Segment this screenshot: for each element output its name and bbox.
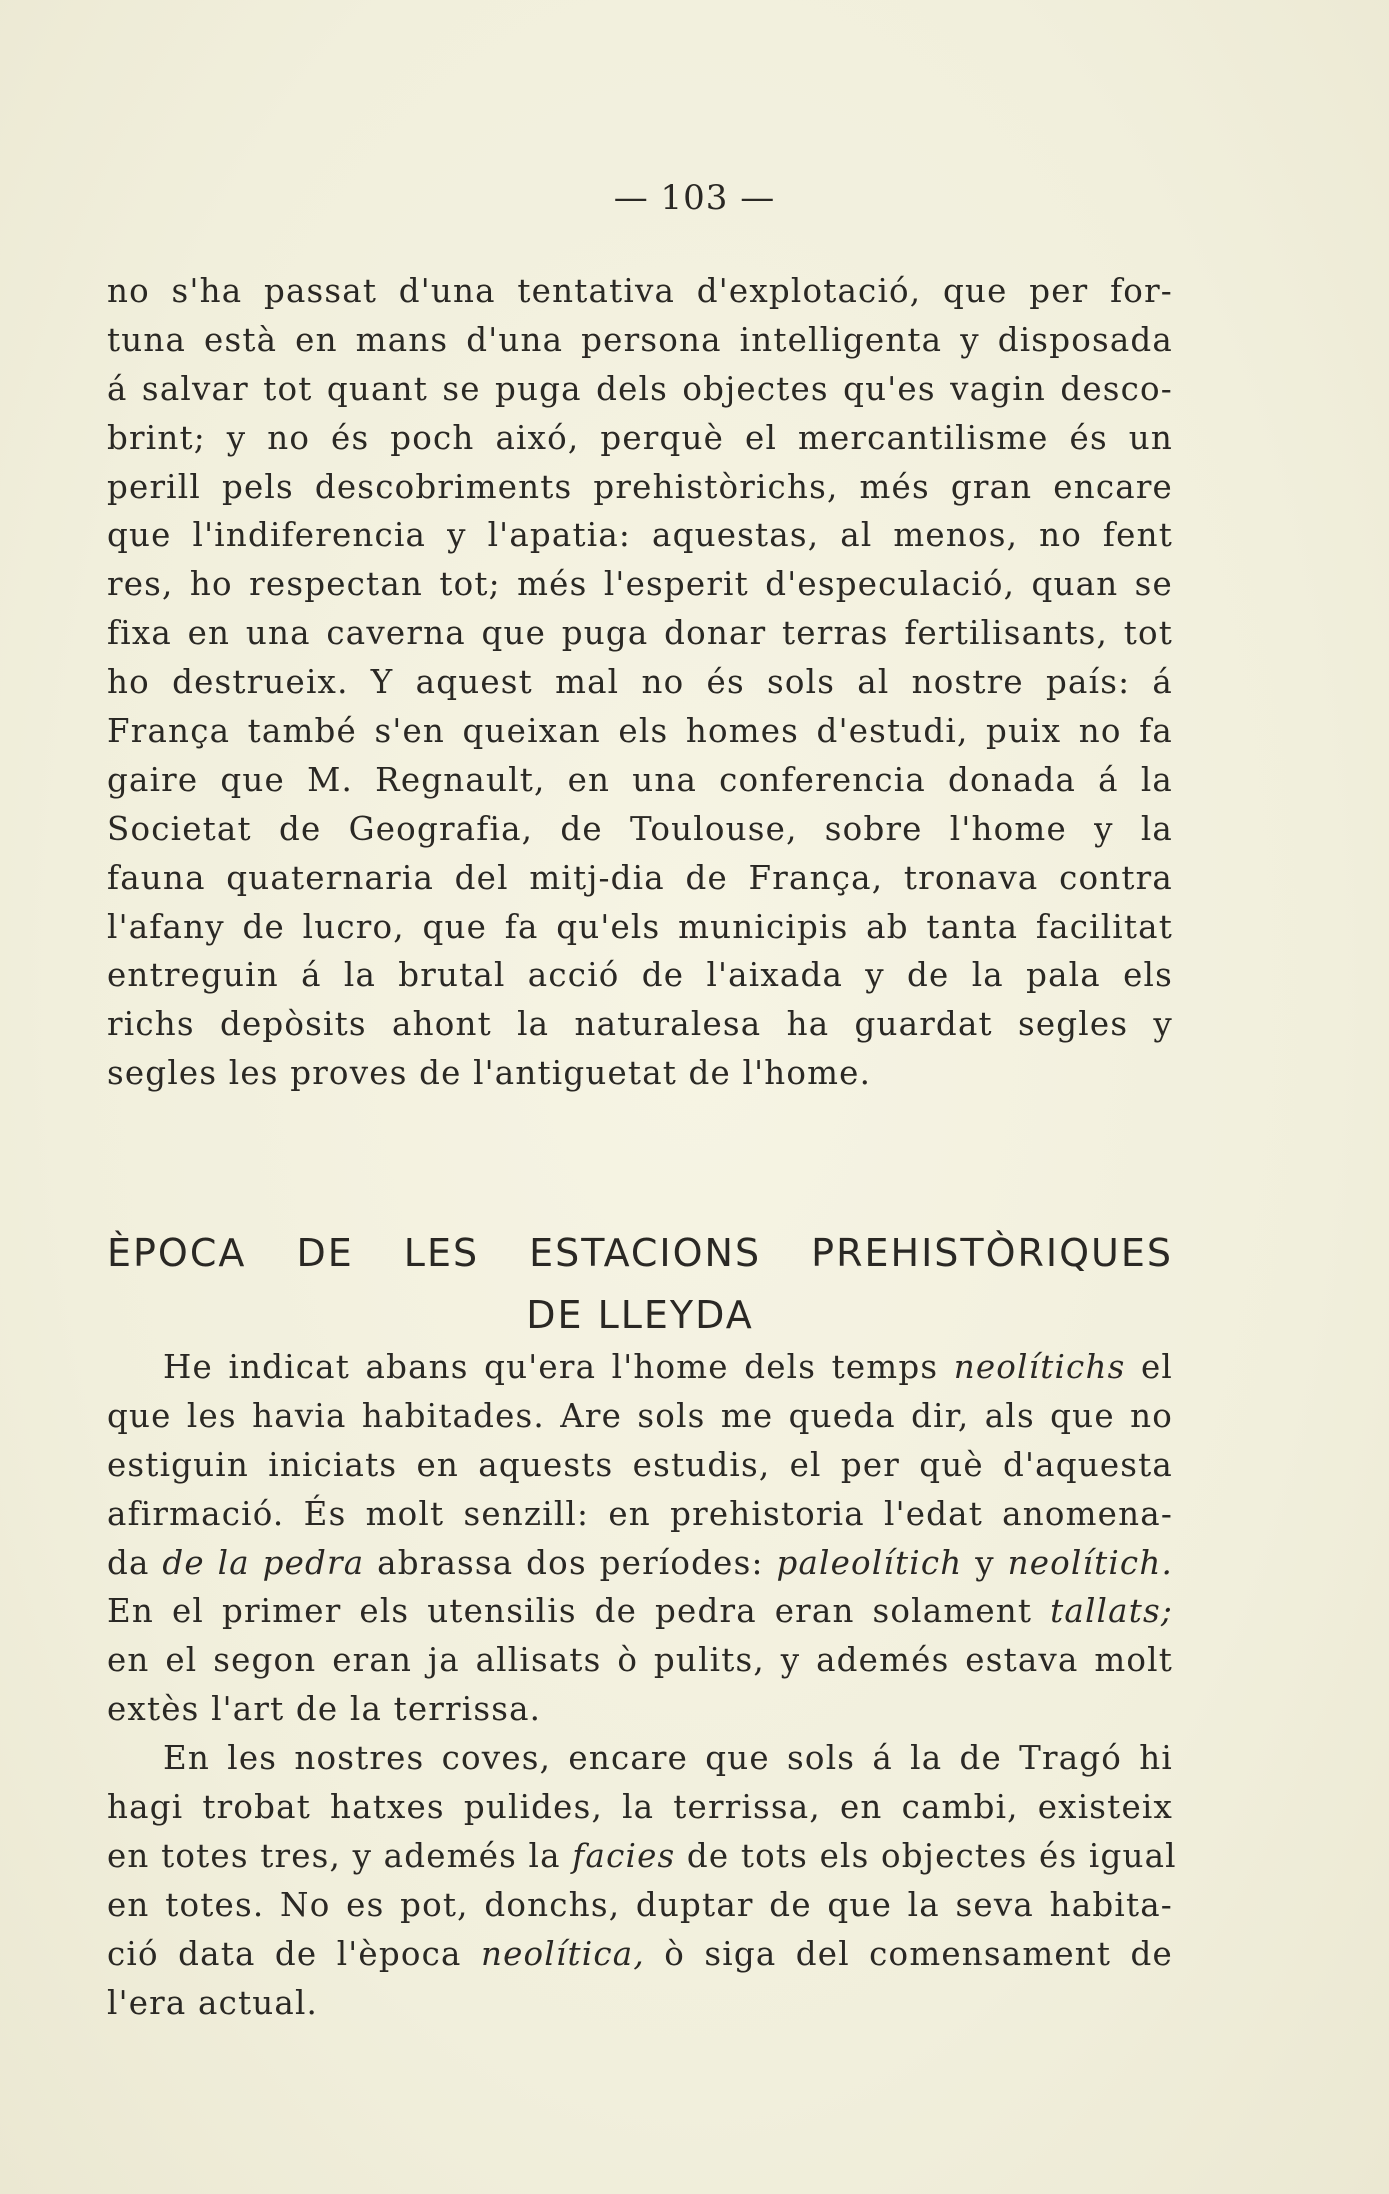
text-line: brint; y no és poch aixó, perquè el mercantilisme és un <box>107 418 1173 457</box>
paragraph-2 <box>107 1343 1177 2027</box>
text-line: tuna està en mans d'una persona intelligenta y disposada <box>107 320 1173 359</box>
text-line <box>107 1930 1173 1979</box>
page-number: — 103 — <box>613 178 776 218</box>
section-heading <box>107 1222 1173 1346</box>
italic-term: neolítica, <box>480 1934 645 1973</box>
text-line: ho destrueix. Y aquest mal no és sols al nostre país: á <box>107 663 1173 702</box>
text-line: En les nostres coves, encare que sols á la de Tragó hi <box>163 1739 1173 1778</box>
section-heading-line-1: ÈPOCA DE LES ESTACIONS PREHISTÒRIQUES <box>107 1230 1173 1275</box>
text-run: y <box>962 1543 1008 1582</box>
text-line: estiguin iniciats en aquests estudis, el per què d'aquesta <box>107 1445 1173 1484</box>
text-run: el <box>1125 1348 1173 1386</box>
text-line: Societat de Geografia, de Toulouse, sobre l'home y la <box>107 809 1173 848</box>
text-line: afirmació. És molt senzill: en prehistoria l'edat anomena- <box>107 1494 1173 1533</box>
text-line: no s'ha passat d'una tentativa d'explotació, que per for- <box>107 272 1173 310</box>
text-line: fauna quaternaria del mitj-dia de França, tronava contra <box>107 858 1173 897</box>
text-line: que l'indiferencia y l'apatia: aquestas, al menos, no fent <box>107 516 1173 555</box>
text-line: en totes. No es pot, donchs, duptar de que la seva habita- <box>107 1885 1173 1924</box>
text-run: de tots els objectes és igual <box>675 1836 1177 1875</box>
text-line: l'era actual. <box>107 1983 319 2022</box>
italic-term: tallats; <box>1050 1592 1173 1631</box>
text-line: en el segon eran ja allisats ò pulits, y ademés estava molt <box>107 1641 1173 1680</box>
italic-term: de la pedra <box>162 1543 365 1582</box>
text-line: hagi trobat hatxes pulides, la terrissa, en cambi, existeix <box>107 1788 1173 1827</box>
text-line: perill pels descobriments prehistòrichs, més gran encare <box>107 467 1173 506</box>
text-line <box>107 1343 1173 1392</box>
text-line <box>107 1539 1173 1588</box>
italic-term: facies <box>572 1836 676 1875</box>
text-line: entreguin á la brutal acció de l'aixada y de la pala els <box>107 956 1173 995</box>
text-line: á salvar tot quant se puga dels objectes qu'es vagin desco- <box>107 369 1173 408</box>
text-line: fixa en una caverna que puga donar terras fertilisants, tot <box>107 614 1173 653</box>
text-line: res, ho respectan tot; més l'esperit d'especulació, quan se <box>107 565 1173 604</box>
text-line: segles les proves de l'antiguetat de l'home. <box>107 1054 872 1093</box>
text-line: França també s'en queixan els homes d'estudi, puix no fa <box>107 712 1173 751</box>
paragraph-1 <box>107 267 1173 1098</box>
text-run: en totes tres, y ademés la <box>107 1836 573 1875</box>
text-line: gaire que M. Regnault, en una conferencia donada á la <box>107 760 1173 799</box>
italic-term: neolítichs <box>953 1348 1126 1386</box>
italic-term: neolítich. <box>1007 1543 1174 1582</box>
text-run: abrassa dos períodes: <box>364 1543 777 1582</box>
text-line <box>107 1832 1177 1881</box>
text-run: ò siga del comensament de <box>644 1934 1173 1973</box>
text-line: que les havia habitades. Are sols me queda dir, als que no <box>107 1396 1173 1435</box>
section-heading-line-2: DE LLEYDA <box>526 1292 754 1337</box>
text-run: ció data de l'època <box>107 1934 481 1973</box>
italic-term: paleolítich <box>776 1543 963 1582</box>
text-run: En el primer els utensilis de pedra eran solament <box>107 1592 1051 1631</box>
text-line: richs depòsits ahont la naturalesa ha guardat segles y <box>107 1005 1173 1044</box>
text-line: extès l'art de la terrissa. <box>107 1690 542 1729</box>
text-line: l'afany de lucro, que fa qu'els municipis ab tanta facilitat <box>107 907 1173 946</box>
text-line <box>107 1587 1173 1636</box>
text-run: da <box>107 1543 163 1582</box>
text-run: He indicat abans qu'era l'home dels temps <box>163 1348 954 1386</box>
